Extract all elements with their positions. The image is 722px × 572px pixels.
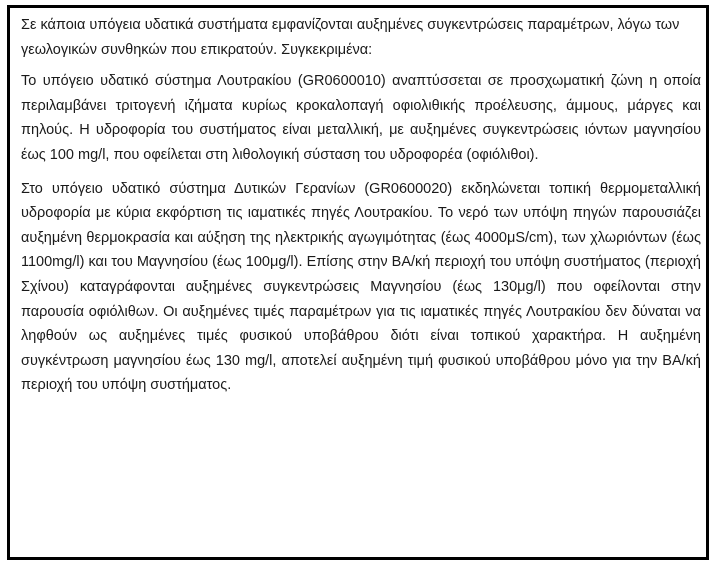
intro-paragraph: Σε κάποια υπόγεια υδατικά συστήματα εμφανίζονται αυξημένες συγκεντρώσεις παραμέτρων, λόγω των γεωλογικών συνθηκών που επικρατούν. Συγκεκριμένα: [21, 17, 680, 58]
document-frame [7, 5, 709, 560]
document-body [21, 13, 701, 406]
paragraph-loutraki: Το υπόγειο υδατικό σύστημα Λουτρακίου (GR0600010) αναπτύσσεται σε προσχωματική ζώνη η οποία περιλαμβάνει τριτογενή ιζήματα κυρίως κροκαλοπαγή οφιολιθικής προέλευσης, άμμους, μάργες και πηλούς. Η υδροφορία του συστήματος είναι μεταλλική, με αυξημένες συγκεντρώσεις ιόντων μαγνησίου έως 100 mg/l, που οφείλεται στη λιθολογική σύσταση του υδροφορέα (οφιόλιθοι). [21, 73, 701, 163]
paragraph-west-gerania: Στο υπόγειο υδατικό σύστημα Δυτικών Γερανίων (GR0600020) εκδηλώνεται τοπική θερμομεταλλική υδροφορία με κύρια εκφόρτιση τις ιαματικές πηγές Λουτρακίου. Το νερό των υπόψη πηγών παρουσιάζει αυξημένη θερμοκρασία και αύξηση της ηλεκτρικής αγωγιμότητας (έως 4000μS/cm), των χλωριόντων (έως 1100mg/l) και του Μαγνησίου (έως 100μg/l). Επίσης στην ΒΑ/κή περιοχή του υπόψη συστήματος (περιοχή Σχίνου) καταγράφονται αυξημένες συγκεντρώσεις Μαγνησίου (έως 130μg/l) που οφείλονται στην παρουσία οφιόλιθων. Οι αυξημένες τιμές παραμέτρων για τις ιαματικές πηγές Λουτρακίου δεν δύναται να ληφθούν ως αυξημένες τιμές φυσικού υποβάθρου διότι είναι τοπικού χαρακτήρα. Η αυξημένη συγκέντρωση μαγνησίου έως 130 mg/l, αποτελεί αυξημένη τιμή φυσικού υποβάθρου μόνο για την ΒΑ/κή περιοχή του υπόψη συστήματος. [21, 180, 701, 394]
